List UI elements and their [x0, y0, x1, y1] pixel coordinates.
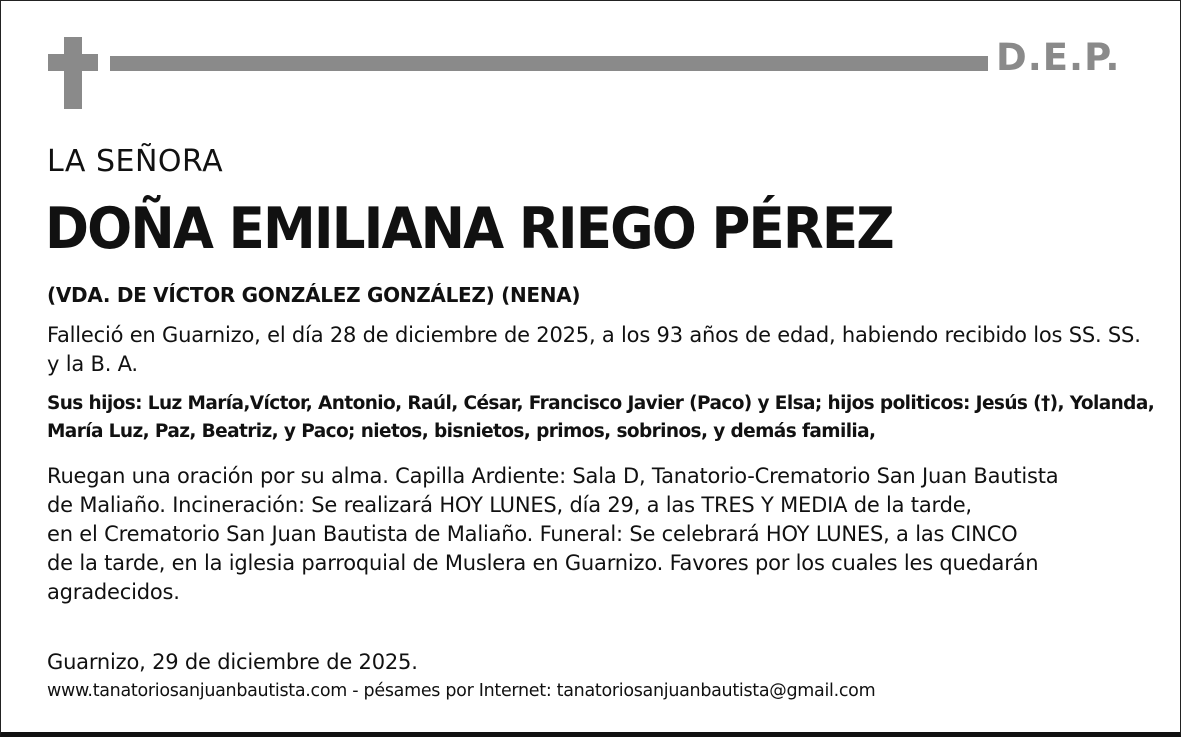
dep-label: D.E.P. — [996, 36, 1121, 79]
honorific: LA SEÑORA — [47, 144, 224, 179]
ceremony-line: de la tarde, en la iglesia parroquial de Muslera en Guarnizo. Favores por los cuales les quedarán — [47, 551, 1039, 575]
cross-icon — [48, 37, 98, 109]
death-announcement: Falleció en Guarnizo, el día 28 de diciembre de 2025, a los 93 años de edad, habiendo recibido los SS. SS. y la B. A. — [47, 323, 1141, 376]
contact-line: www.tanatoriosanjuanbautista.com - pésames por Internet: tanatoriosanjuanbautista@gmail.com — [47, 681, 876, 701]
ceremony-line: en el Crematorio San Juan Bautista de Maliaño. Funeral: Se celebrará HOY LUNES, a las CINCO — [47, 522, 1018, 546]
ceremony-line: Ruegan una oración por su alma. Capilla Ardiente: Sala D, Tanatorio-Crematorio San Juan Bautista — [47, 464, 1059, 488]
dateline: Guarnizo, 29 de diciembre de 2025. — [47, 650, 418, 674]
deceased-name: DOÑA EMILIANA RIEGO PÉREZ — [45, 196, 893, 262]
family-list: Sus hijos: Luz María,Víctor, Antonio, Raúl, César, Francisco Javier (Paco) y Elsa; hijos politicos: Jesús (†), Yolanda, María Luz, Paz, Beatriz, y Paco; nietos, bisnietos, primos, sobrinos, y demás familia, — [47, 393, 1155, 442]
ceremony-line: de Maliaño. Incineración: Se realizará HOY LUNES, día 29, a las TRES Y MEDIA de la tarde, — [47, 493, 972, 517]
widow-subtitle: (VDA. DE VÍCTOR GONZÁLEZ GONZÁLEZ) (NENA) — [47, 283, 581, 307]
header-rule — [110, 56, 988, 71]
ceremony-details — [47, 462, 1157, 607]
ceremony-line: agradecidos. — [47, 580, 180, 604]
